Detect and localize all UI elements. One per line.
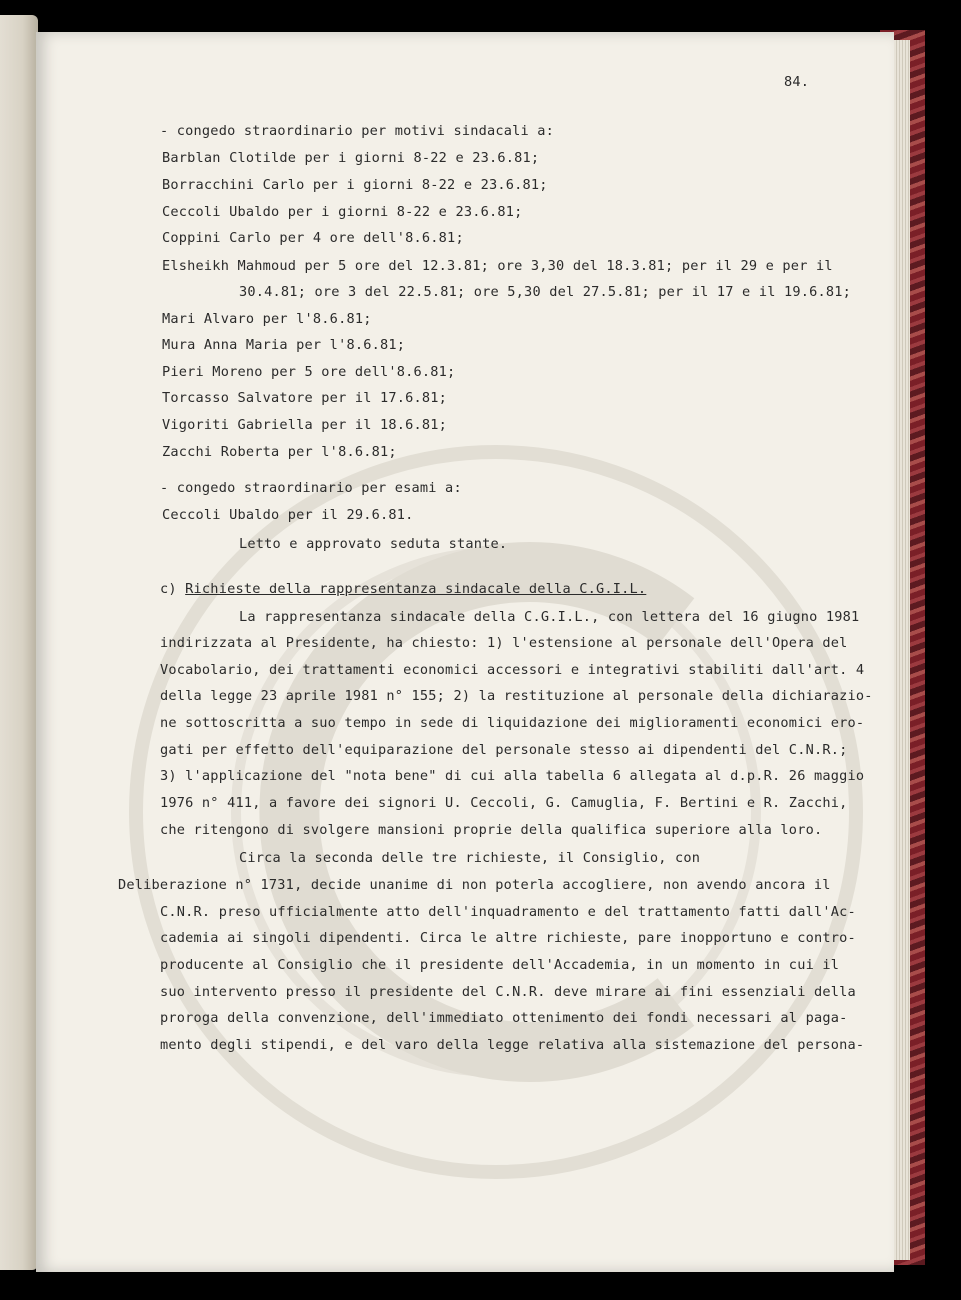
document-page (36, 32, 894, 1272)
paragraph-line: della legge 23 aprile 1981 n° 155; 2) la restituzione al personale della dichiarazio- (160, 688, 873, 704)
paragraph-line: C.N.R. preso ufficialmente atto dell'inquadramento e del trattamento fatti dall'Ac- (160, 904, 856, 920)
paragraph-line: Deliberazione n° 1731, decide unanime di non poterla accogliere, non avendo ancora il (118, 877, 831, 893)
list-item: Mari Alvaro per l'8.6.81; (162, 311, 372, 327)
list-item: Borracchini Carlo per i giorni 8-22 e 23.6.81; (162, 177, 548, 193)
list-item: Torcasso Salvatore per il 17.6.81; (162, 390, 448, 406)
list-item: Elsheikh Mahmoud per 5 ore del 12.3.81; ore 3,30 del 18.3.81; per il 29 e per il (162, 258, 833, 274)
list-item: Mura Anna Maria per l'8.6.81; (162, 337, 406, 353)
list-item: Vigoriti Gabriella per il 18.6.81; (162, 417, 448, 433)
paragraph-line: Circa la seconda delle tre richieste, il Consiglio, con (239, 850, 701, 866)
approval-note: Letto e approvato seduta stante. (239, 536, 508, 552)
heading-congedo-sindacali: - congedo straordinario per motivi sindacali a: (160, 123, 555, 139)
paragraph-line: mento degli stipendi, e del varo della legge relativa alla sistemazione del persona- (160, 1037, 865, 1053)
list-item: Pieri Moreno per 5 ore dell'8.6.81; (162, 364, 456, 380)
page-number: 84. (784, 74, 810, 90)
paragraph-line: La rappresentanza sindacale della C.G.I.L., con lettera del 16 giugno 1981 (239, 609, 860, 625)
paragraph-line: ne sottoscritta a suo tempo in sede di liquidazione dei miglioramenti economici ero- (160, 715, 865, 731)
left-page-edge (0, 15, 38, 1270)
paragraph-line: producente al Consiglio che il presidente dell'Accademia, in un momento in cui il (160, 957, 840, 973)
heading-congedo-esami: - congedo straordinario per esami a: (160, 480, 462, 496)
paragraph-line: cademia ai singoli dipendenti. Circa le altre richieste, pare inopportuno e contro- (160, 930, 856, 946)
list-item: Ceccoli Ubaldo per il 29.6.81. (162, 507, 414, 523)
paragraph-line: proroga della convenzione, dell'immediato ottenimento dei fondi necessari al paga- (160, 1010, 848, 1026)
watermark-logo (116, 292, 876, 1292)
section-c-heading (160, 581, 646, 597)
list-item: Ceccoli Ubaldo per i giorni 8-22 e 23.6.81; (162, 204, 523, 220)
section-c-label: c) (160, 581, 186, 597)
paragraph-line: suo intervento presso il presidente del C.N.R. deve mirare ai fini essenziali della (160, 984, 856, 1000)
list-item: Barblan Clotilde per i giorni 8-22 e 23.6.81; (162, 150, 540, 166)
paragraph-line: gati per effetto dell'equiparazione del personale stesso ai dipendenti del C.N.R.; (160, 742, 848, 758)
list-item-continuation: 30.4.81; ore 3 del 22.5.81; ore 5,30 del 27.5.81; per il 17 e il 19.6.81; (239, 284, 852, 300)
paragraph-line: 1976 n° 411, a favore dei signori U. Ceccoli, G. Camuglia, F. Bertini e R. Zacchi, (160, 795, 848, 811)
paragraph-line: 3) l'applicazione del "nota bene" di cui alla tabella 6 allegata al d.p.R. 26 maggio (160, 768, 865, 784)
paragraph-line: che ritengono di svolgere mansioni proprie della qualifica superiore alla loro. (160, 822, 823, 838)
paragraph-line: indirizzata al Presidente, ha chiesto: 1) l'estensione al personale dell'Opera del (160, 635, 848, 651)
paragraph-line: Vocabolario, dei trattamenti economici accessori e integrativi stabiliti dall'art. 4 (160, 662, 865, 678)
section-c-title: Richieste della rappresentanza sindacale della C.G.I.L. (185, 581, 647, 597)
list-item: Coppini Carlo per 4 ore dell'8.6.81; (162, 230, 464, 246)
list-item: Zacchi Roberta per l'8.6.81; (162, 444, 397, 460)
